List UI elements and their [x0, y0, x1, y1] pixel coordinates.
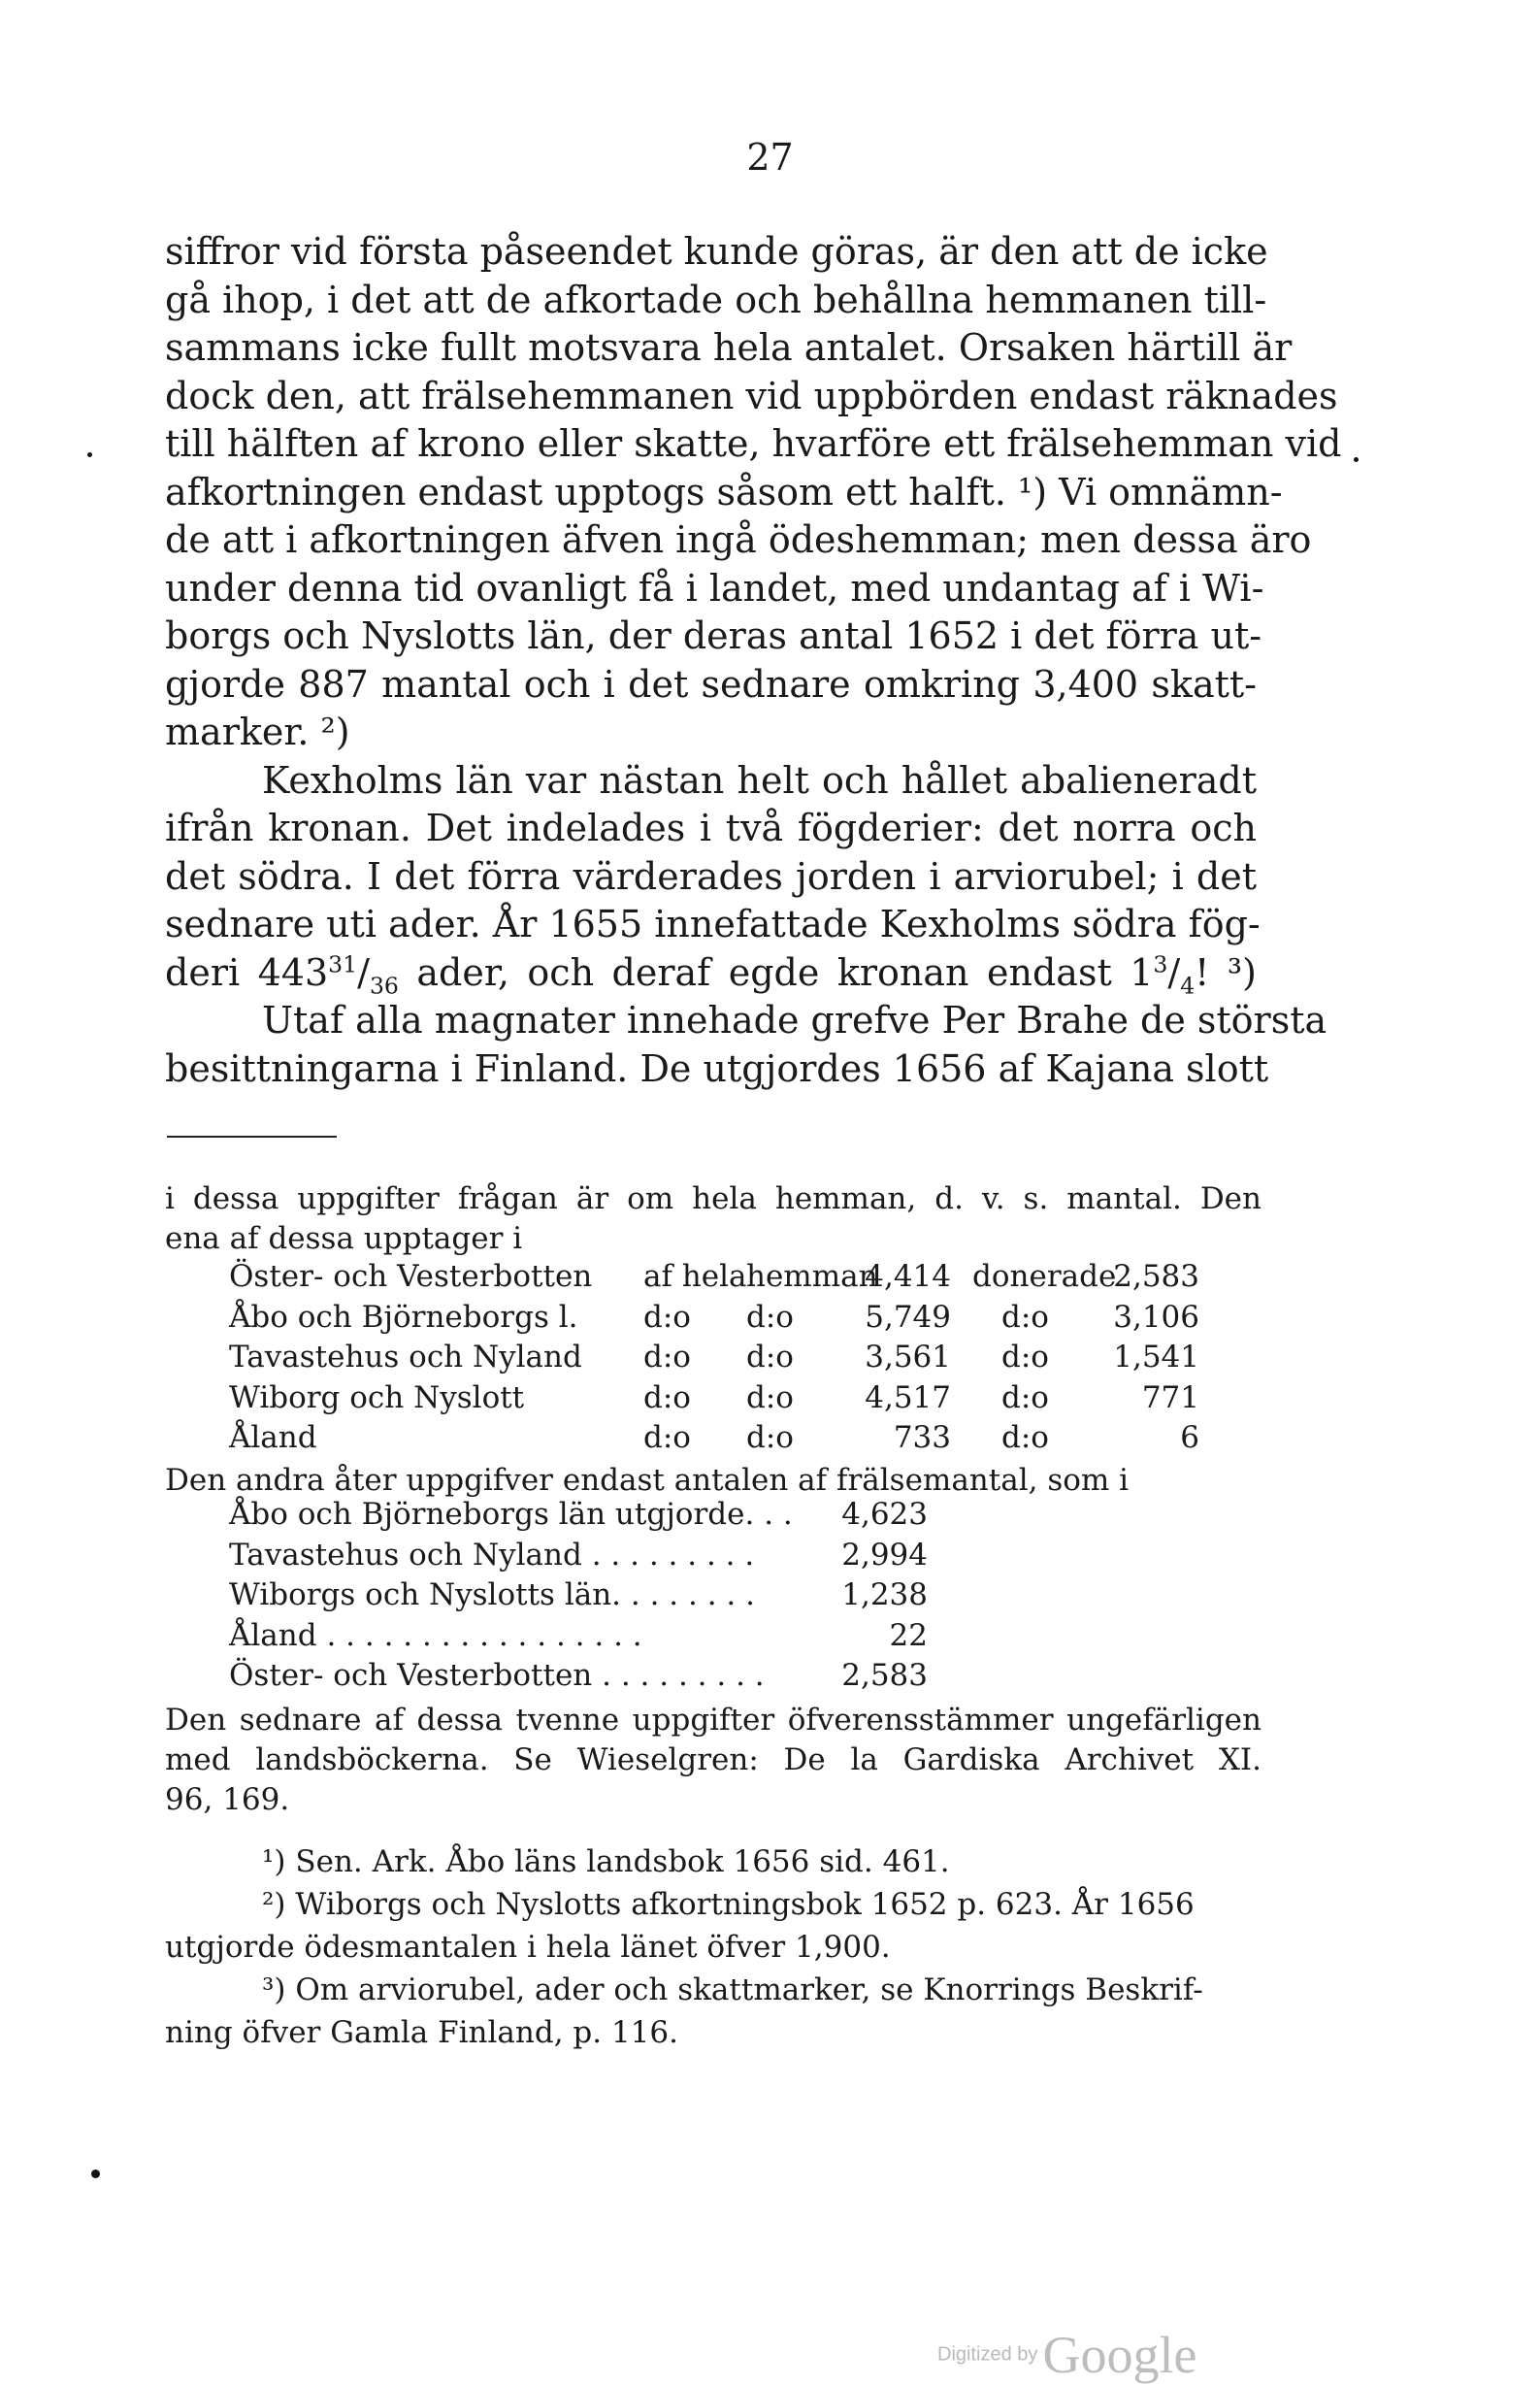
hemman-table	[229, 1259, 1199, 1461]
body-line-fraction	[165, 949, 1257, 998]
note-line: ena af dessa upptager i	[165, 1221, 523, 1256]
scan-speck	[87, 452, 92, 457]
note-line: med landsböckerna. Se Wieselgren: De la Gardiska Archivet XI.	[165, 1742, 1261, 1777]
table-row	[229, 1380, 1199, 1421]
body-line: ifrån kronan. Det indelades i två fögderier: det norra och	[165, 807, 1257, 849]
body-line: till hälften af krono eller skatte, hvarföre ett frälsehemman vid	[165, 422, 1342, 465]
scan-speck	[1354, 457, 1359, 462]
body-line: gjorde 887 mantal och i det sednare omkring 3,400 skatt-	[165, 662, 1257, 706]
table-row	[229, 1618, 928, 1659]
note-line: Den andra åter uppgifver endast antalen af frälsemantal, som i	[165, 1463, 1130, 1498]
fraction-separator: /	[1167, 950, 1181, 994]
table-row	[229, 1538, 928, 1578]
region-label: Tavastehus och Nyland . . . . . . . . .	[229, 1537, 755, 1573]
page-number: 27	[746, 136, 794, 179]
category: d:o	[643, 1420, 691, 1455]
region-name: Åland	[229, 1420, 317, 1455]
digitized-by-google-watermark	[937, 2325, 1258, 2383]
fraction-separator: /	[357, 950, 370, 994]
donated-value: 771	[1141, 1379, 1199, 1415]
region-value: 22	[889, 1617, 928, 1653]
fraction-denominator: 36	[369, 972, 399, 1000]
donated-value: 1,541	[1113, 1340, 1199, 1375]
category-2: d:o	[746, 1299, 794, 1335]
category-2: hemman	[746, 1259, 878, 1294]
watermark-prefix: Digitized by	[937, 2343, 1038, 2366]
region-label: Åbo och Björneborgs län utgjorde. . .	[229, 1497, 793, 1532]
note-line: 96, 169.	[165, 1782, 290, 1817]
fraction-numerator: 31	[328, 949, 358, 977]
footnotes	[165, 1840, 1261, 2054]
region-name: Wiborg och Nyslott	[229, 1379, 525, 1415]
notes-mid	[165, 1461, 1261, 1501]
region-name: Tavastehus och Nyland	[229, 1340, 582, 1375]
fraction-numerator: 3	[1153, 949, 1168, 977]
body-line: siffror vid första påseendet kunde göras, är den att de icke	[165, 230, 1268, 273]
notes-end	[165, 1701, 1261, 1820]
footnote-2-cont: utgjorde ödesmantalen i hela länet öfver 1,900.	[165, 1930, 891, 1965]
scan-speck	[91, 2170, 100, 2178]
region-label: Åland . . . . . . . . . . . . . . . . .	[229, 1617, 642, 1653]
category: d:o	[643, 1299, 691, 1335]
region-name: Öster- och Vesterbotten	[229, 1259, 593, 1294]
region-value: 2,994	[841, 1537, 928, 1573]
text-fragment: ! ³)	[1195, 950, 1257, 994]
fralsemantal-table	[229, 1497, 928, 1699]
table-row	[229, 1259, 1199, 1300]
footnote-text: Om arviorubel, ader och skattmarker, se Knorrings Beskrif-	[285, 1972, 1203, 2007]
donated-value: 3,106	[1113, 1299, 1199, 1335]
donated-label: d:o	[1001, 1379, 1049, 1415]
body-line: marker. ²)	[165, 711, 350, 753]
body-line: det södra. I det förra värderades jorden i arviorubel; i det	[165, 854, 1257, 898]
table-row	[229, 1420, 1199, 1461]
body-line: sammans icke fullt motsvara hela antalet. Orsaken härtill är	[165, 326, 1293, 369]
table-row	[229, 1497, 928, 1538]
body-line: gå ihop, i det att de afkortade och behållna hemmanen till-	[165, 278, 1267, 321]
body-line: borgs och Nyslotts län, der deras antal 1652 i det förra ut-	[165, 614, 1262, 657]
donated-label: d:o	[1001, 1420, 1049, 1455]
category: d:o	[643, 1340, 691, 1375]
total-value: 4,414	[865, 1259, 951, 1294]
note-line: i dessa uppgifter frågan är om hela hemman, d. v. s. mantal. Den	[165, 1181, 1261, 1216]
body-line: besittningarna i Finland. De utgjordes 1656 af Kajana slott	[165, 1046, 1269, 1090]
total-value: 733	[893, 1420, 951, 1455]
donated-value: 6	[1180, 1420, 1199, 1455]
footnote-marker: ³)	[262, 1972, 286, 2007]
footnote-marker: ²)	[262, 1887, 286, 1922]
region-value: 1,238	[841, 1577, 928, 1612]
footnote-3	[165, 1969, 1261, 2011]
body-line: Kexholms län var nästan helt och hållet abalieneradt	[262, 758, 1257, 802]
text-fragment: deri 443	[165, 950, 329, 994]
table-row	[229, 1300, 1199, 1341]
note-line: Den sednare af dessa tvenne uppgifter öfverensstämmer ungefärligen	[165, 1703, 1261, 1738]
donated-label: d:o	[1001, 1340, 1049, 1375]
body-line: sednare uti ader. År 1655 innefattade Kexholms södra fög-	[165, 903, 1261, 945]
region-value: 4,623	[841, 1497, 928, 1532]
region-name: Åbo och Björneborgs l.	[229, 1299, 578, 1335]
total-value: 3,561	[865, 1340, 951, 1375]
table-row	[229, 1658, 928, 1699]
category-2: d:o	[746, 1420, 794, 1455]
region-label: Wiborgs och Nyslotts län. . . . . . . .	[229, 1577, 755, 1612]
total-value: 4,517	[865, 1379, 951, 1415]
region-label: Öster- och Vesterbotten . . . . . . . . .	[229, 1658, 765, 1693]
category: af hela	[643, 1259, 747, 1294]
donated-label: d:o	[1001, 1299, 1049, 1335]
category-2: d:o	[746, 1379, 794, 1415]
google-logo: Google	[1042, 2326, 1197, 2384]
total-value: 5,749	[865, 1299, 951, 1335]
category: d:o	[643, 1379, 691, 1415]
body-line: afkortningen endast upptogs såsom ett halft. ¹) Vi omnämn-	[165, 470, 1283, 513]
footnote-text: Wiborgs och Nyslotts afkortningsbok 1652 p. 623. År 1656	[285, 1887, 1195, 1922]
footnote-2	[165, 1883, 1261, 1926]
footnote-1	[165, 1840, 1261, 1883]
footnote-text: Sen. Ark. Åbo läns landsbok 1656 sid. 461.	[285, 1844, 950, 1879]
footnote-3-cont: ning öfver Gamla Finland, p. 116.	[165, 2015, 678, 2050]
footnote-marker: ¹)	[262, 1844, 286, 1879]
footnote-rule	[167, 1136, 337, 1138]
donated-label: donerade	[972, 1259, 1117, 1294]
table-row	[229, 1577, 928, 1618]
fraction-denominator: 4	[1180, 972, 1196, 1000]
body-text	[165, 228, 1342, 1093]
category-2: d:o	[746, 1340, 794, 1375]
table-row	[229, 1340, 1199, 1380]
text-fragment: ader, och deraf egde kronan endast 1	[398, 950, 1154, 994]
body-line: de att i afkortningen äfven ingå ödeshemman; men dessa äro	[165, 518, 1312, 561]
body-line: Utaf alla magnater innehade grefve Per Brahe de största	[262, 999, 1327, 1042]
body-line: dock den, att frälsehemmanen vid uppbörden endast räknades	[165, 374, 1338, 417]
notes-intro	[165, 1179, 1261, 1259]
body-line: under denna tid ovanligt få i landet, med undantag af i Wi-	[165, 566, 1264, 610]
region-value: 2,583	[841, 1658, 928, 1693]
donated-value: 2,583	[1113, 1259, 1199, 1294]
